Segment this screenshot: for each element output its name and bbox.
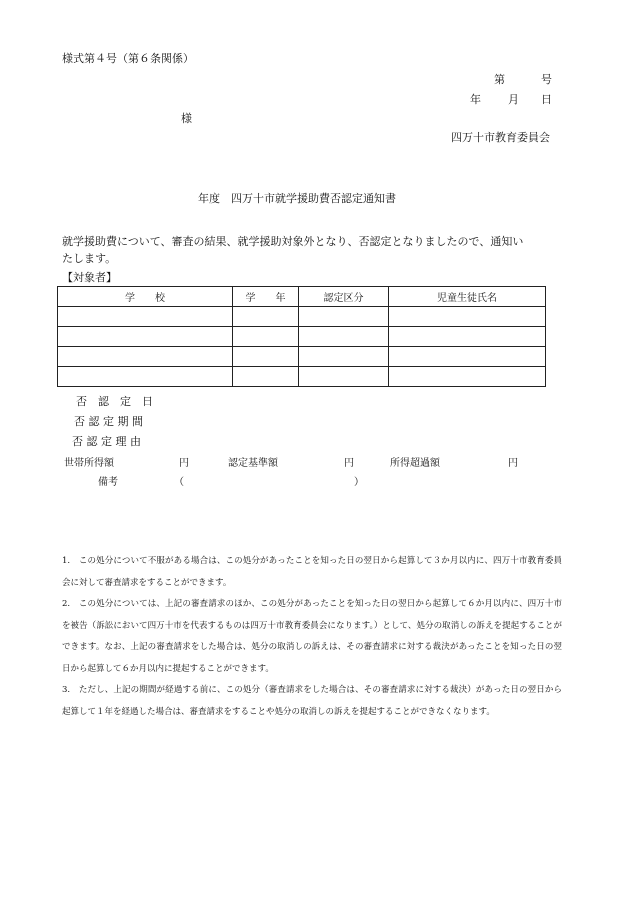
table-cell — [299, 307, 389, 327]
column-header-student-name: 児童生徒氏名 — [389, 287, 546, 307]
table-cell — [58, 367, 233, 387]
table-cell — [233, 327, 299, 347]
table-cell — [58, 347, 233, 367]
denial-date-label: 否 認 定 日 — [76, 395, 153, 408]
table-cell — [233, 367, 299, 387]
table-cell — [389, 347, 546, 367]
standard-amount-label: 認定基準額 — [228, 458, 278, 469]
column-header-school: 学 校 — [58, 287, 233, 307]
denial-reason-label: 否 認 定 理 由 — [72, 435, 141, 448]
form-number: 様式第４号（第６条関係） — [62, 52, 194, 65]
table-cell — [233, 307, 299, 327]
household-income-unit: 円 — [179, 458, 189, 469]
table-cell — [389, 367, 546, 387]
household-income-label: 世帯所得額 — [64, 458, 114, 469]
issuer: 四万十市教育委員会 — [451, 131, 550, 144]
date-year: 年 — [470, 93, 481, 106]
table-cell — [299, 367, 389, 387]
body-text-line-1: 就学援助費について、審査の結果、就学援助対象外となり、否認定となりましたので、通知い — [62, 235, 524, 248]
table-row — [58, 327, 546, 347]
body-text-line-2: たします。 — [62, 252, 117, 265]
table-row — [58, 347, 546, 367]
table-header-row — [58, 287, 546, 307]
recipient-suffix: 様 — [181, 112, 192, 125]
remarks-close-paren: ） — [354, 477, 364, 488]
target-table — [57, 286, 546, 387]
date-month: 月 — [508, 93, 519, 106]
note-item-1: 1. この処分について不服がある場合は、この処分があったことを知った日の翌日から起算して３か月以内に、四万十市教育委員会に対して審査請求をすることができます。 — [62, 556, 562, 588]
doc-number-prefix: 第 — [494, 73, 505, 86]
standard-amount-unit: 円 — [344, 458, 354, 469]
note-item-3: 3. ただし、上記の期間が経過する前に、この処分（審査請求をした場合は、その審査請求に対する裁決）があった日の翌日から起算して１年を経過した場合は、審査請求をすることや処分の取消しの訴えを提起することができなくなります。 — [62, 685, 562, 717]
table-cell — [58, 327, 233, 347]
table-cell — [389, 307, 546, 327]
column-header-grade: 学 年 — [233, 287, 299, 307]
table-cell — [299, 347, 389, 367]
table-cell — [233, 347, 299, 367]
denial-period-label: 否 認 定 期 間 — [74, 415, 143, 428]
column-header-category: 認定区分 — [299, 287, 389, 307]
table-cell — [58, 307, 233, 327]
table-cell — [299, 327, 389, 347]
target-section-label: 【対象者】 — [62, 271, 117, 284]
remarks-label: 備考 — [98, 477, 118, 488]
remarks-open-paren: （ — [174, 477, 184, 488]
excess-income-unit: 円 — [508, 458, 518, 469]
table-cell — [389, 327, 546, 347]
notes-section — [62, 551, 562, 723]
document-title: 年度 四万十市就学援助費否認定通知書 — [198, 192, 396, 205]
table-row — [58, 307, 546, 327]
note-item-2: 2. この処分については、上記の審査請求のほか、この処分があったことを知った日の翌日から起算して６か月以内に、四万十市を被告（訴訟において四万十市を代表するものは四万十市教育委員会になります。）として、処分の取消しの訴えを提起することができます。なお、上記の審査請求をした場合は、処分の取消しの訴えは、その審査請求に対する裁決があったことを知った日の翌日から起算して６か月以内に提起することができます。 — [62, 599, 562, 674]
excess-income-label: 所得超過額 — [390, 458, 440, 469]
doc-number-suffix: 号 — [541, 73, 552, 86]
date-day: 日 — [541, 93, 552, 106]
table-row — [58, 367, 546, 387]
